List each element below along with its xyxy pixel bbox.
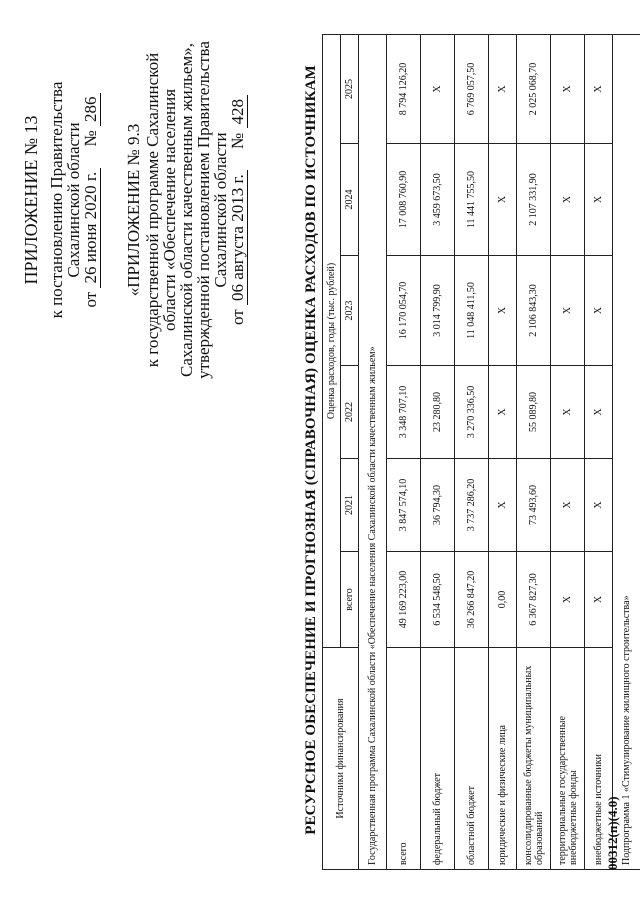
cell-value: 16 170 054,70 xyxy=(387,256,421,366)
row-label: консолидированные бюджеты муниципальных образований xyxy=(517,648,551,870)
subprogram-row xyxy=(613,34,640,869)
cell-value: X xyxy=(585,34,613,143)
document-code: 00312(п)(4.0) xyxy=(605,796,620,870)
appendix-13-number: 286 xyxy=(81,93,101,127)
table-row xyxy=(551,34,585,869)
cell-value: 8 794 126,20 xyxy=(387,34,421,143)
cell-value: 0,00 xyxy=(489,552,517,648)
cell-value: 6 769 057,50 xyxy=(455,34,489,143)
appendix-9-3-line4: утвержденной постановлением Правительства xyxy=(194,41,213,379)
cell-value: X xyxy=(551,366,585,459)
cell-value: 3 348 707,10 xyxy=(387,366,421,459)
cell-value: X xyxy=(551,552,585,648)
appendix-9-3-date: 06 августа 2013 г. xyxy=(228,170,248,305)
year-header: 2024 xyxy=(341,144,359,256)
col-sources-header: Источники финансирования xyxy=(323,648,359,870)
cell-value: X xyxy=(421,34,455,143)
cell-value: 36 794,30 xyxy=(421,459,455,552)
appendix-9-3-line3: Сахалинской области качественным жильем», xyxy=(177,43,196,377)
table-row xyxy=(517,34,551,869)
cell-value: X xyxy=(585,366,613,459)
appendix-9-3-line5: Сахалинской области xyxy=(211,132,230,288)
table-row xyxy=(455,34,489,869)
appendix-13-title: ПРИЛОЖЕНИЕ № 13 xyxy=(21,115,41,285)
cell-value: X xyxy=(551,34,585,143)
row-label: юридические и физические лица xyxy=(489,648,517,870)
appendix-13-header xyxy=(23,50,99,350)
row-label: всего xyxy=(387,648,421,870)
table-row xyxy=(585,34,613,869)
col-estimate-header: Оценка расходов, годы (тыс. рублей) xyxy=(323,34,341,647)
year-header: 2025 xyxy=(341,34,359,143)
table-row xyxy=(489,34,517,869)
row-label: областной бюджет xyxy=(455,648,489,870)
cell-value: 11 048 411,50 xyxy=(455,256,489,366)
appendix-13-date: 26 июня 2020 г. xyxy=(81,168,101,288)
appendix-13-date-line xyxy=(82,50,99,350)
cell-value: 11 441 755,50 xyxy=(455,144,489,256)
cell-value: 2 107 331,90 xyxy=(517,144,551,256)
rotated-sheet xyxy=(15,10,632,890)
cell-value: 23 280,80 xyxy=(421,366,455,459)
appendix-13-line1: к постановлению Правительства xyxy=(47,81,66,319)
cell-value: X xyxy=(489,459,517,552)
appendix-13-date-prefix: от xyxy=(81,291,100,308)
cell-value: X xyxy=(585,459,613,552)
cell-value: X xyxy=(489,256,517,366)
cell-value: X xyxy=(585,144,613,256)
cell-value: 73 493,60 xyxy=(517,459,551,552)
cell-value: X xyxy=(489,366,517,459)
program-title: Государственная программа Сахалинской области «Обеспечение населения Сахалинской области качественным жильем» xyxy=(359,34,387,869)
program-row xyxy=(359,34,387,869)
cell-value: X xyxy=(585,552,613,648)
appendix-13-number-prefix: № xyxy=(81,130,100,147)
appendix-9-3-title: «ПРИЛОЖЕНИЕ № 9.3 xyxy=(124,123,143,297)
cell-value: 3 737 286,20 xyxy=(455,459,489,552)
subprogram-title: Подпрограмма 1 «Стимулирование жилищного строительства» xyxy=(613,34,640,869)
cell-value: 2 106 843,30 xyxy=(517,256,551,366)
appendix-9-3-number-prefix: № xyxy=(228,132,247,149)
cell-value: 49 169 223,00 xyxy=(387,552,421,648)
cell-value: 6 367 827,30 xyxy=(517,552,551,648)
cell-value: X xyxy=(585,256,613,366)
cell-value: X xyxy=(489,144,517,256)
appendix-9-3-number: 428 xyxy=(228,95,248,129)
year-header: всего xyxy=(341,552,359,648)
cell-value: 3 270 336,50 xyxy=(455,366,489,459)
appendix-9-3-line1: к государственной программе Сахалинской xyxy=(143,52,162,368)
appendix-9-3-date-prefix: от xyxy=(228,309,247,326)
cell-value: 3 847 574,10 xyxy=(387,459,421,552)
cell-value: 55 089,80 xyxy=(517,366,551,459)
appendix-9-3-date-line xyxy=(229,30,246,390)
page-heading: РЕСУРСНОЕ ОБЕСПЕЧЕНИЕ И ПРОГНОЗНАЯ (СПРАВОЧНАЯ) ОЦЕНКА РАСХОДОВ ПО ИСТОЧНИКАМ xyxy=(303,65,319,835)
cell-value: X xyxy=(551,144,585,256)
appendix-9-3-header xyxy=(125,30,246,390)
cell-value: 2 025 068,70 xyxy=(517,34,551,143)
cell-value: 3 014 799,90 xyxy=(421,256,455,366)
year-header: 2023 xyxy=(341,256,359,366)
appendix-13-line2: Сахалинской области xyxy=(64,122,83,278)
cell-value: X xyxy=(551,459,585,552)
row-label: федеральный бюджет xyxy=(421,648,455,870)
table-header-row xyxy=(323,34,341,869)
table-row xyxy=(421,34,455,869)
cell-value: 36 266 847,20 xyxy=(455,552,489,648)
cell-value: 3 459 673,50 xyxy=(421,144,455,256)
year-header: 2022 xyxy=(341,366,359,459)
cell-value: X xyxy=(489,34,517,143)
cell-value: X xyxy=(551,256,585,366)
row-label: территориальные государственные внебюджетные фонды xyxy=(551,648,585,870)
appendix-9-3-line2: области «Обеспечение населения xyxy=(160,88,179,332)
cell-value: 17 008 760,90 xyxy=(387,144,421,256)
table-row xyxy=(387,34,421,869)
year-header: 2021 xyxy=(341,459,359,552)
row-label: внебюджетные источники xyxy=(585,648,613,870)
cell-value: 6 534 548,50 xyxy=(421,552,455,648)
financing-table xyxy=(322,34,640,870)
